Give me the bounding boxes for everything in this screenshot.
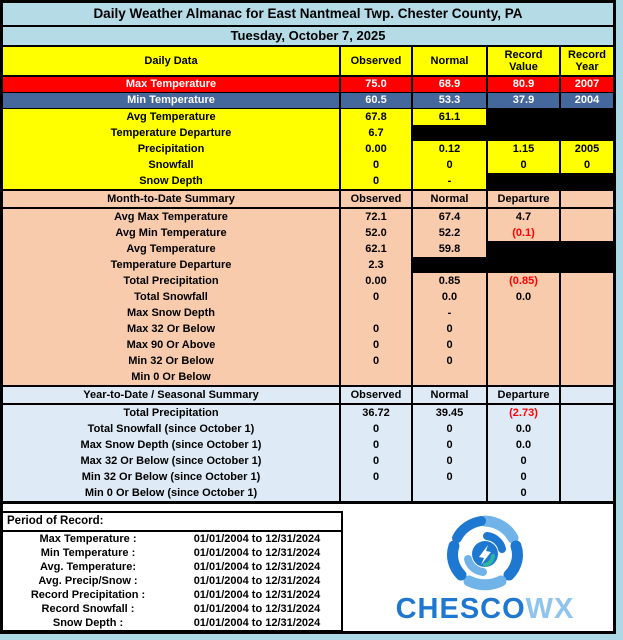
table-row <box>3 225 613 241</box>
table-row <box>3 273 613 289</box>
value-cell: 37.9 <box>486 93 559 108</box>
row-label: Max Snow Depth (since October 1) <box>3 437 339 453</box>
period-of-record-row <box>3 602 341 616</box>
footer-area <box>3 504 613 631</box>
value-cell <box>411 369 486 385</box>
period-of-record-list <box>3 532 341 630</box>
value-cell: 0 <box>411 437 486 453</box>
value-cell: 2.3 <box>339 257 411 273</box>
record-label: Max Temperature : <box>39 533 137 545</box>
column-header: Observed <box>339 387 411 403</box>
row-label: Min 32 Or Below (since October 1) <box>3 469 339 485</box>
table-row <box>3 337 613 353</box>
value-cell: 67.8 <box>339 109 411 125</box>
date-subtitle: Tuesday, October 7, 2025 <box>3 27 613 47</box>
value-cell: 1.15 <box>486 141 559 157</box>
year-to-date-header-row <box>3 385 613 405</box>
logo-text-primary: CHESCO <box>395 593 526 625</box>
table-row <box>3 209 613 225</box>
value-cell: 0.0 <box>486 421 559 437</box>
value-cell: - <box>411 173 486 189</box>
value-cell: 0.00 <box>339 141 411 157</box>
column-header: Observed <box>339 47 411 75</box>
chescowx-logo <box>365 514 605 630</box>
row-label: Snow Depth <box>3 173 339 189</box>
table-row <box>3 469 613 485</box>
period-of-record-row <box>3 560 341 574</box>
value-cell: (0.1) <box>486 225 559 241</box>
row-label: Snowfall <box>3 157 339 173</box>
value-cell: 52.0 <box>339 225 411 241</box>
value-cell: 0 <box>339 321 411 337</box>
row-label: Avg Temperature <box>3 109 339 125</box>
table-row <box>3 421 613 437</box>
value-cell: 0 <box>339 157 411 173</box>
row-label: Min 32 Or Below <box>3 353 339 369</box>
column-header: Normal <box>411 191 486 207</box>
value-cell <box>486 369 559 385</box>
value-cell <box>486 305 559 321</box>
value-cell: 0 <box>411 469 486 485</box>
value-cell: (0.85) <box>486 273 559 289</box>
value-cell: 2007 <box>559 77 613 92</box>
value-cell: 39.45 <box>411 405 486 421</box>
row-label: Max Snow Depth <box>3 305 339 321</box>
table-row <box>3 485 613 501</box>
table-row <box>3 353 613 369</box>
value-cell: 68.9 <box>411 77 486 92</box>
row-label: Total Snowfall (since October 1) <box>3 421 339 437</box>
value-cell: 80.9 <box>486 77 559 92</box>
row-label: Total Precipitation <box>3 405 339 421</box>
value-cell <box>339 485 411 501</box>
column-header <box>559 387 613 403</box>
period-of-record-row <box>3 546 341 560</box>
value-cell <box>559 421 613 437</box>
value-cell: 0 <box>339 353 411 369</box>
value-cell: 0 <box>339 453 411 469</box>
value-cell <box>486 353 559 369</box>
value-cell <box>559 209 613 225</box>
value-cell <box>559 369 613 385</box>
value-cell <box>559 405 613 421</box>
column-header: Record Value <box>486 47 559 75</box>
row-label: Max Temperature <box>3 77 339 92</box>
month-to-date-header-row <box>3 189 613 209</box>
column-header: Observed <box>339 191 411 207</box>
table-row <box>3 109 613 125</box>
column-header: Normal <box>411 47 486 75</box>
value-cell <box>559 257 613 273</box>
value-cell: 0 <box>411 337 486 353</box>
period-of-record-row <box>3 532 341 546</box>
value-cell: 2005 <box>559 141 613 157</box>
record-date-range: 01/01/2004 to 12/31/2024 <box>193 603 321 615</box>
value-cell <box>486 125 559 141</box>
value-cell: 0 <box>339 289 411 305</box>
value-cell <box>559 125 613 141</box>
record-label: Record Snowfall : <box>41 603 135 615</box>
value-cell: 0 <box>339 173 411 189</box>
row-label: Min 0 Or Below (since October 1) <box>3 485 339 501</box>
value-cell: 0 <box>411 353 486 369</box>
value-cell: 0 <box>411 321 486 337</box>
row-label: Max 32 Or Below <box>3 321 339 337</box>
value-cell: 75.0 <box>339 77 411 92</box>
value-cell <box>559 225 613 241</box>
record-label: Avg. Precip/Snow : <box>38 575 138 587</box>
record-label: Avg. Temperature: <box>40 561 136 573</box>
row-label: Total Precipitation <box>3 273 339 289</box>
record-label: Min Temperature : <box>40 547 136 559</box>
value-cell: 0 <box>339 437 411 453</box>
record-label: Snow Depth : <box>52 617 124 629</box>
record-date-range: 01/01/2004 to 12/31/2024 <box>193 617 321 629</box>
value-cell: 0 <box>339 469 411 485</box>
table-row <box>3 405 613 421</box>
table-row <box>3 125 613 141</box>
value-cell <box>559 453 613 469</box>
column-header: Departure <box>486 387 559 403</box>
value-cell: 0 <box>411 157 486 173</box>
value-cell <box>411 485 486 501</box>
row-label: Avg Min Temperature <box>3 225 339 241</box>
value-cell: 67.4 <box>411 209 486 225</box>
year-to-date-section <box>3 405 613 504</box>
table-row <box>3 257 613 273</box>
table-row <box>3 141 613 157</box>
value-cell: 0 <box>486 469 559 485</box>
value-cell: 60.5 <box>339 93 411 108</box>
period-of-record-row <box>3 588 341 602</box>
record-date-range: 01/01/2004 to 12/31/2024 <box>193 589 321 601</box>
value-cell: - <box>411 305 486 321</box>
row-label: Max 32 Or Below (since October 1) <box>3 453 339 469</box>
record-date-range: 01/01/2004 to 12/31/2024 <box>193 533 321 545</box>
daily-header-row <box>3 47 613 77</box>
row-label: Temperature Departure <box>3 125 339 141</box>
value-cell: 0 <box>411 421 486 437</box>
value-cell <box>411 257 486 273</box>
value-cell <box>559 273 613 289</box>
period-of-record-row <box>3 616 341 630</box>
value-cell <box>486 321 559 337</box>
column-header: Record Year <box>559 47 613 75</box>
value-cell: (2.73) <box>486 405 559 421</box>
value-cell: 0 <box>411 453 486 469</box>
table-row <box>3 77 613 93</box>
value-cell <box>559 469 613 485</box>
table-row <box>3 453 613 469</box>
value-cell: 36.72 <box>339 405 411 421</box>
record-date-range: 01/01/2004 to 12/31/2024 <box>193 575 321 587</box>
table-row <box>3 289 613 305</box>
column-header: Departure <box>486 191 559 207</box>
table-row <box>3 93 613 109</box>
value-cell <box>559 305 613 321</box>
value-cell: 53.3 <box>411 93 486 108</box>
record-label: Record Precipitation : <box>30 589 146 601</box>
row-label: Min Temperature <box>3 93 339 108</box>
value-cell <box>559 337 613 353</box>
table-row <box>3 369 613 385</box>
value-cell <box>486 109 559 125</box>
value-cell: 0 <box>486 157 559 173</box>
value-cell <box>559 241 613 257</box>
value-cell: 0 <box>339 421 411 437</box>
value-cell <box>411 125 486 141</box>
value-cell <box>559 353 613 369</box>
value-cell: 0.0 <box>486 437 559 453</box>
value-cell <box>486 173 559 189</box>
value-cell: 0.0 <box>411 289 486 305</box>
row-label: Avg Max Temperature <box>3 209 339 225</box>
logo-text-secondary: WX <box>525 593 575 625</box>
table-row <box>3 321 613 337</box>
row-label: Min 0 Or Below <box>3 369 339 385</box>
record-date-range: 01/01/2004 to 12/31/2024 <box>193 547 321 559</box>
value-cell: 0.85 <box>411 273 486 289</box>
value-cell: 2004 <box>559 93 613 108</box>
value-cell: 0 <box>339 337 411 353</box>
value-cell: 0.00 <box>339 273 411 289</box>
value-cell: 62.1 <box>339 241 411 257</box>
value-cell: 72.1 <box>339 209 411 225</box>
value-cell <box>559 289 613 305</box>
column-header <box>559 191 613 207</box>
value-cell <box>486 241 559 257</box>
row-label: Precipitation <box>3 141 339 157</box>
row-label: Total Snowfall <box>3 289 339 305</box>
period-of-record-title: Period of Record: <box>3 513 341 532</box>
section-title: Month-to-Date Summary <box>3 191 339 207</box>
month-to-date-section <box>3 209 613 385</box>
table-row <box>3 241 613 257</box>
table-row <box>3 157 613 173</box>
value-cell <box>486 337 559 353</box>
value-cell <box>559 485 613 501</box>
value-cell <box>339 305 411 321</box>
table-row <box>3 437 613 453</box>
value-cell: 0 <box>559 157 613 173</box>
section-title: Year-to-Date / Seasonal Summary <box>3 387 339 403</box>
page-title: Daily Weather Almanac for East Nantmeal Twp. Chester County, PA <box>3 3 613 27</box>
value-cell: 61.1 <box>411 109 486 125</box>
table-row <box>3 173 613 189</box>
value-cell: 4.7 <box>486 209 559 225</box>
period-of-record-row <box>3 574 341 588</box>
value-cell: 52.2 <box>411 225 486 241</box>
daily-data-section <box>3 77 613 189</box>
value-cell <box>559 109 613 125</box>
row-label: Max 90 Or Above <box>3 337 339 353</box>
value-cell <box>486 257 559 273</box>
row-label: Avg Temperature <box>3 241 339 257</box>
value-cell <box>339 369 411 385</box>
section-title: Daily Data <box>144 55 198 67</box>
value-cell <box>559 173 613 189</box>
hurricane-swirl-icon <box>433 514 537 594</box>
value-cell: 59.8 <box>411 241 486 257</box>
row-label: Temperature Departure <box>3 257 339 273</box>
record-date-range: 01/01/2004 to 12/31/2024 <box>193 561 321 573</box>
value-cell: 6.7 <box>339 125 411 141</box>
column-header: Normal <box>411 387 486 403</box>
table-row <box>3 305 613 321</box>
value-cell: 0.12 <box>411 141 486 157</box>
value-cell <box>559 321 613 337</box>
period-of-record-box <box>3 511 343 632</box>
value-cell: 0 <box>486 485 559 501</box>
value-cell: 0 <box>486 453 559 469</box>
logo-wordmark <box>365 594 605 624</box>
value-cell: 0.0 <box>486 289 559 305</box>
value-cell <box>559 437 613 453</box>
